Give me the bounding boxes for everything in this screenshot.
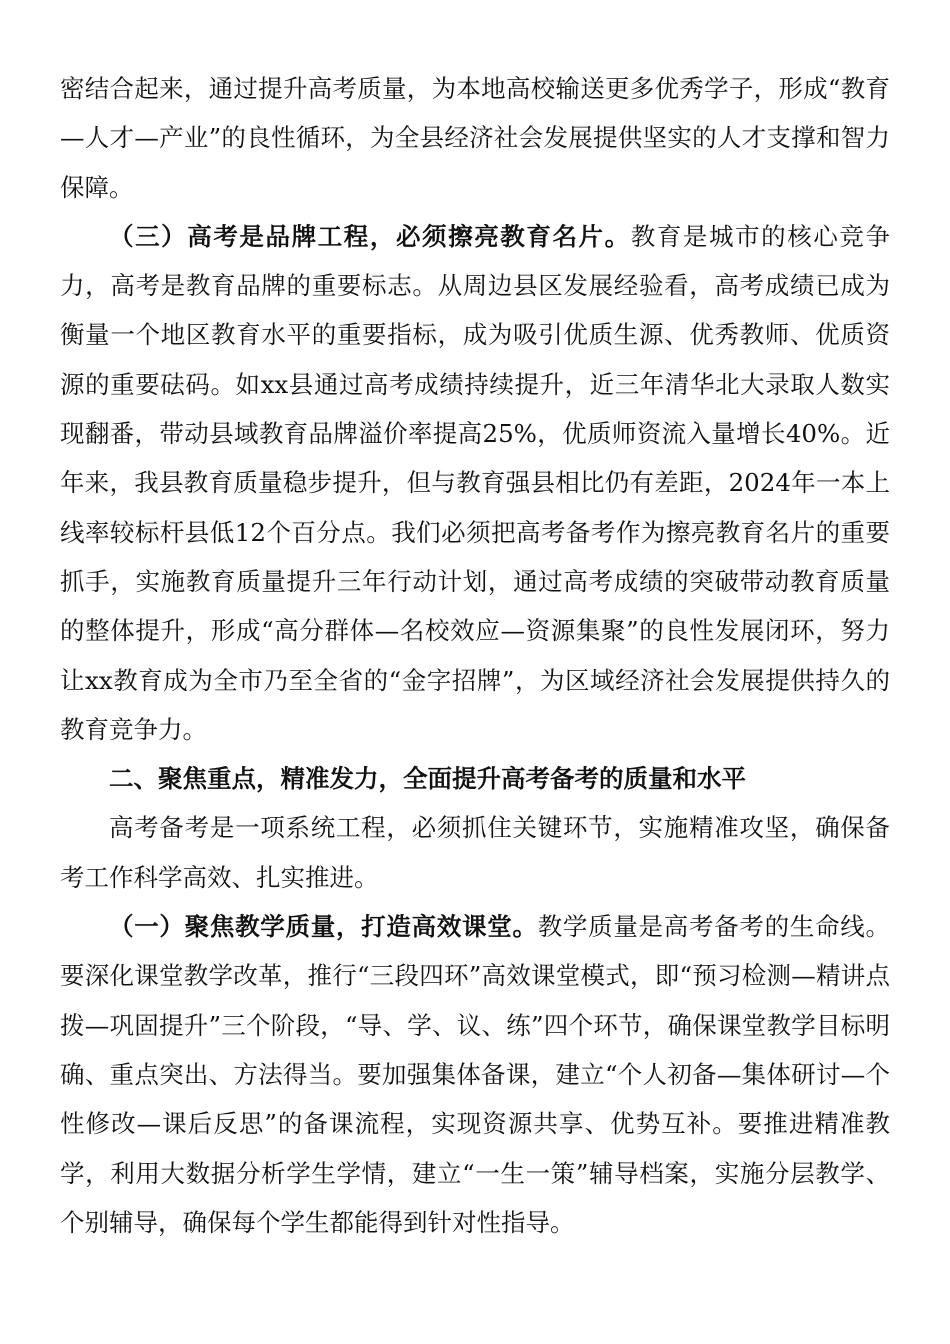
paragraph-text: 高考备考是一项系统工程，必须抓住关键环节，实施精准攻坚，确保备考工作科学高效、扎实推进。 <box>60 813 890 892</box>
document-page <box>60 64 890 1247</box>
paragraph-section-intro <box>60 803 890 902</box>
paragraph-text: 密结合起来，通过提升高考质量，为本地高校输送更多优秀学子，形成“教育—人才—产业”的良性循环，为全县经济社会发展提供坚实的人才支撑和智力保障。 <box>60 74 890 202</box>
paragraph-lead-heading: （三）高考是品牌工程，必须擦亮教育名片。 <box>109 221 631 251</box>
paragraph-teaching-quality <box>60 902 890 1247</box>
section-heading-two: 二、聚焦重点，精准发力，全面提升高考备考的质量和水平 <box>109 764 746 794</box>
paragraph-text: 教育是城市的核心竞争力，高考是教育品牌的重要标志。从周边县区发展经验看，高考成绩已成为衡量一个地区教育水平的重要指标，成为吸引优质生源、优秀教师、优质资源的重要砝码。如xx县通过高考成绩持续提升，近三年清华北大录取人数实现翻番，带动县域教育品牌溢价率提高25%，优质师资流入量增长40%。近年来，我县教育质量稳步提升，但与教育强县相比仍有差距，2024年一本上线率较标杆县低12个百分点。我们必须把高考备考作为擦亮教育名片的重要抓手，实施教育质量提升三年行动计划，通过高考成绩的突破带动教育质量的整体提升，形成“高分群体—名校效应—资源集聚”的良性发展闭环，努力让xx教育成为全市乃至全省的“金字招牌”，为区域经济社会发展提供持久的教育竞争力。 <box>60 221 891 744</box>
paragraph-lead-heading: （一）聚焦教学质量，打造高效课堂。 <box>109 912 538 942</box>
paragraph-text: 教学质量是高考备考的生命线。要深化课堂教学改革，推行“三段四环”高效课堂模式，即“预习检测—精讲点拨—巩固提升”三个阶段，“导、学、议、练”四个环节，确保课堂教学目标明确、重点突出、方法得当。要加强集体备课，建立“个人初备—集体研讨—个性修改—课后反思”的备课流程，实现资源共享、优势互补。要推进精准教学，利用大数据分析学生学情，建立“一生一策”辅导档案，实施分层教学、个别辅导，确保每个学生都能得到针对性指导。 <box>60 912 891 1237</box>
paragraph-brand-project <box>60 212 890 754</box>
paragraph-continuation <box>60 64 890 212</box>
